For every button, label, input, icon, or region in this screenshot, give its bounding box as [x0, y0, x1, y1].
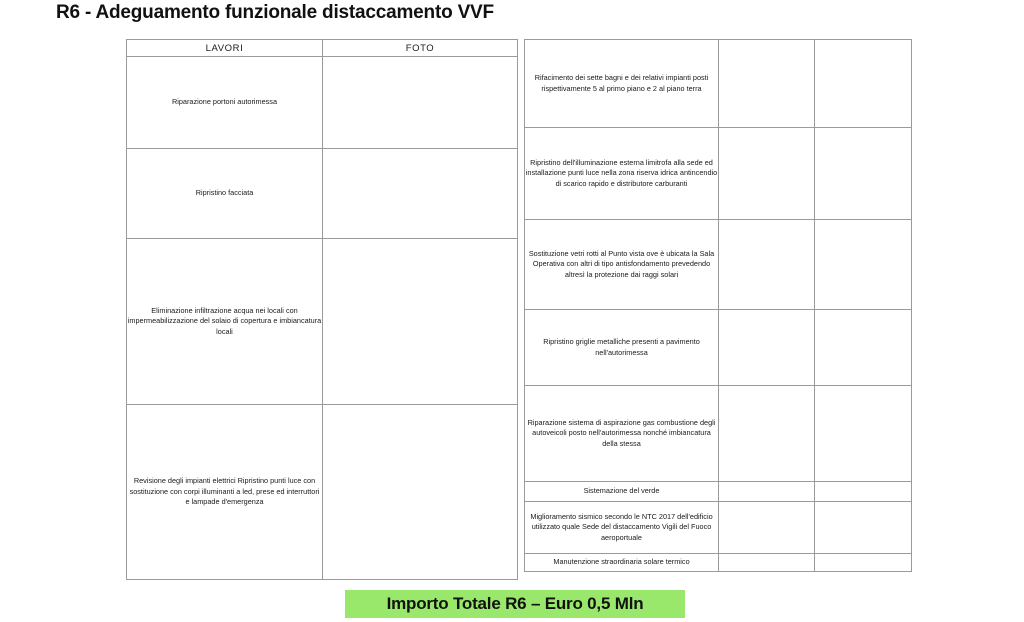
- total-amount-label: Importo Totale R6 – Euro 0,5 Mln: [386, 594, 644, 613]
- photo-cell: [719, 128, 815, 220]
- table-row: [525, 220, 912, 310]
- photo-cell: [815, 310, 912, 386]
- photo-cell: [815, 128, 912, 220]
- photo-cell: [719, 386, 815, 482]
- table-row: [127, 405, 518, 580]
- photo-cell: [323, 239, 518, 405]
- work-description: Miglioramento sismico secondo le NTC 2017 dell'edificio utilizzato quale Sede del distaccamento Vigili del Fuoco aeroportuale: [525, 502, 719, 554]
- table-row: [127, 239, 518, 405]
- table-row: [525, 482, 912, 502]
- table-row: [525, 40, 912, 128]
- works-table-right: [524, 39, 912, 572]
- empty-cell: [719, 502, 815, 554]
- photo-cell: [815, 386, 912, 482]
- photo-cell: [323, 405, 518, 580]
- column-header-lavori: LAVORI: [127, 40, 323, 57]
- column-header-foto: FOTO: [323, 40, 518, 57]
- empty-cell: [815, 220, 912, 310]
- table-row: [525, 310, 912, 386]
- photo-cell: [719, 40, 815, 128]
- work-description: Ripristino dell'illuminazione esterna limitrofa alla sede ed installazione punti luce nella zona riserva idrica antincendio di scarico rapido e distributore carburanti: [525, 128, 719, 220]
- table-row: [127, 57, 518, 149]
- work-description: Ripristino facciata: [127, 149, 323, 239]
- photo-cell: [719, 310, 815, 386]
- work-description: Eliminazione infiltrazione acqua nei locali con impermeabilizzazione del solaio di copertura e imbiancatura locali: [127, 239, 323, 405]
- table-row: [525, 554, 912, 572]
- empty-cell: [815, 482, 912, 502]
- work-description: Ripristino griglie metalliche presenti a pavimento nell'autorimessa: [525, 310, 719, 386]
- empty-cell: [719, 482, 815, 502]
- photo-cell: [719, 220, 815, 310]
- work-description: Manutenzione straordinaria solare termico: [525, 554, 719, 572]
- photo-cell: [815, 40, 912, 128]
- table-header-row: [127, 40, 518, 57]
- work-description: Rifacimento dei sette bagni e dei relativi impianti posti rispettivamente 5 al primo piano e 2 al piano terra: [525, 40, 719, 128]
- work-description: Riparazione sistema di aspirazione gas combustione degli autoveicoli posto nell'autorimessa nonché imbiancatura della stessa: [525, 386, 719, 482]
- photo-cell: [323, 57, 518, 149]
- table-row: [525, 502, 912, 554]
- work-description: Riparazione portoni autorimessa: [127, 57, 323, 149]
- empty-cell: [719, 554, 815, 572]
- empty-cell: [815, 502, 912, 554]
- photo-cell: [323, 149, 518, 239]
- work-description: Sistemazione del verde: [525, 482, 719, 502]
- table-row: [127, 149, 518, 239]
- total-amount-bar: [345, 590, 685, 618]
- works-table-left: [126, 39, 518, 580]
- empty-cell: [815, 554, 912, 572]
- table-row: [525, 128, 912, 220]
- work-description: Sostituzione vetri rotti al Punto vista ove è ubicata la Sala Operativa con altri di tipo antisfondamento prevedendo altresì la protezione dai raggi solari: [525, 220, 719, 310]
- page-title: R6 - Adeguamento funzionale distaccamento VVF: [56, 2, 494, 23]
- work-description: Revisione degli impianti elettrici Ripristino punti luce con sostituzione con corpi illuminanti a led, prese ed interruttori e lampade d'emergenza: [127, 405, 323, 580]
- table-row: [525, 386, 912, 482]
